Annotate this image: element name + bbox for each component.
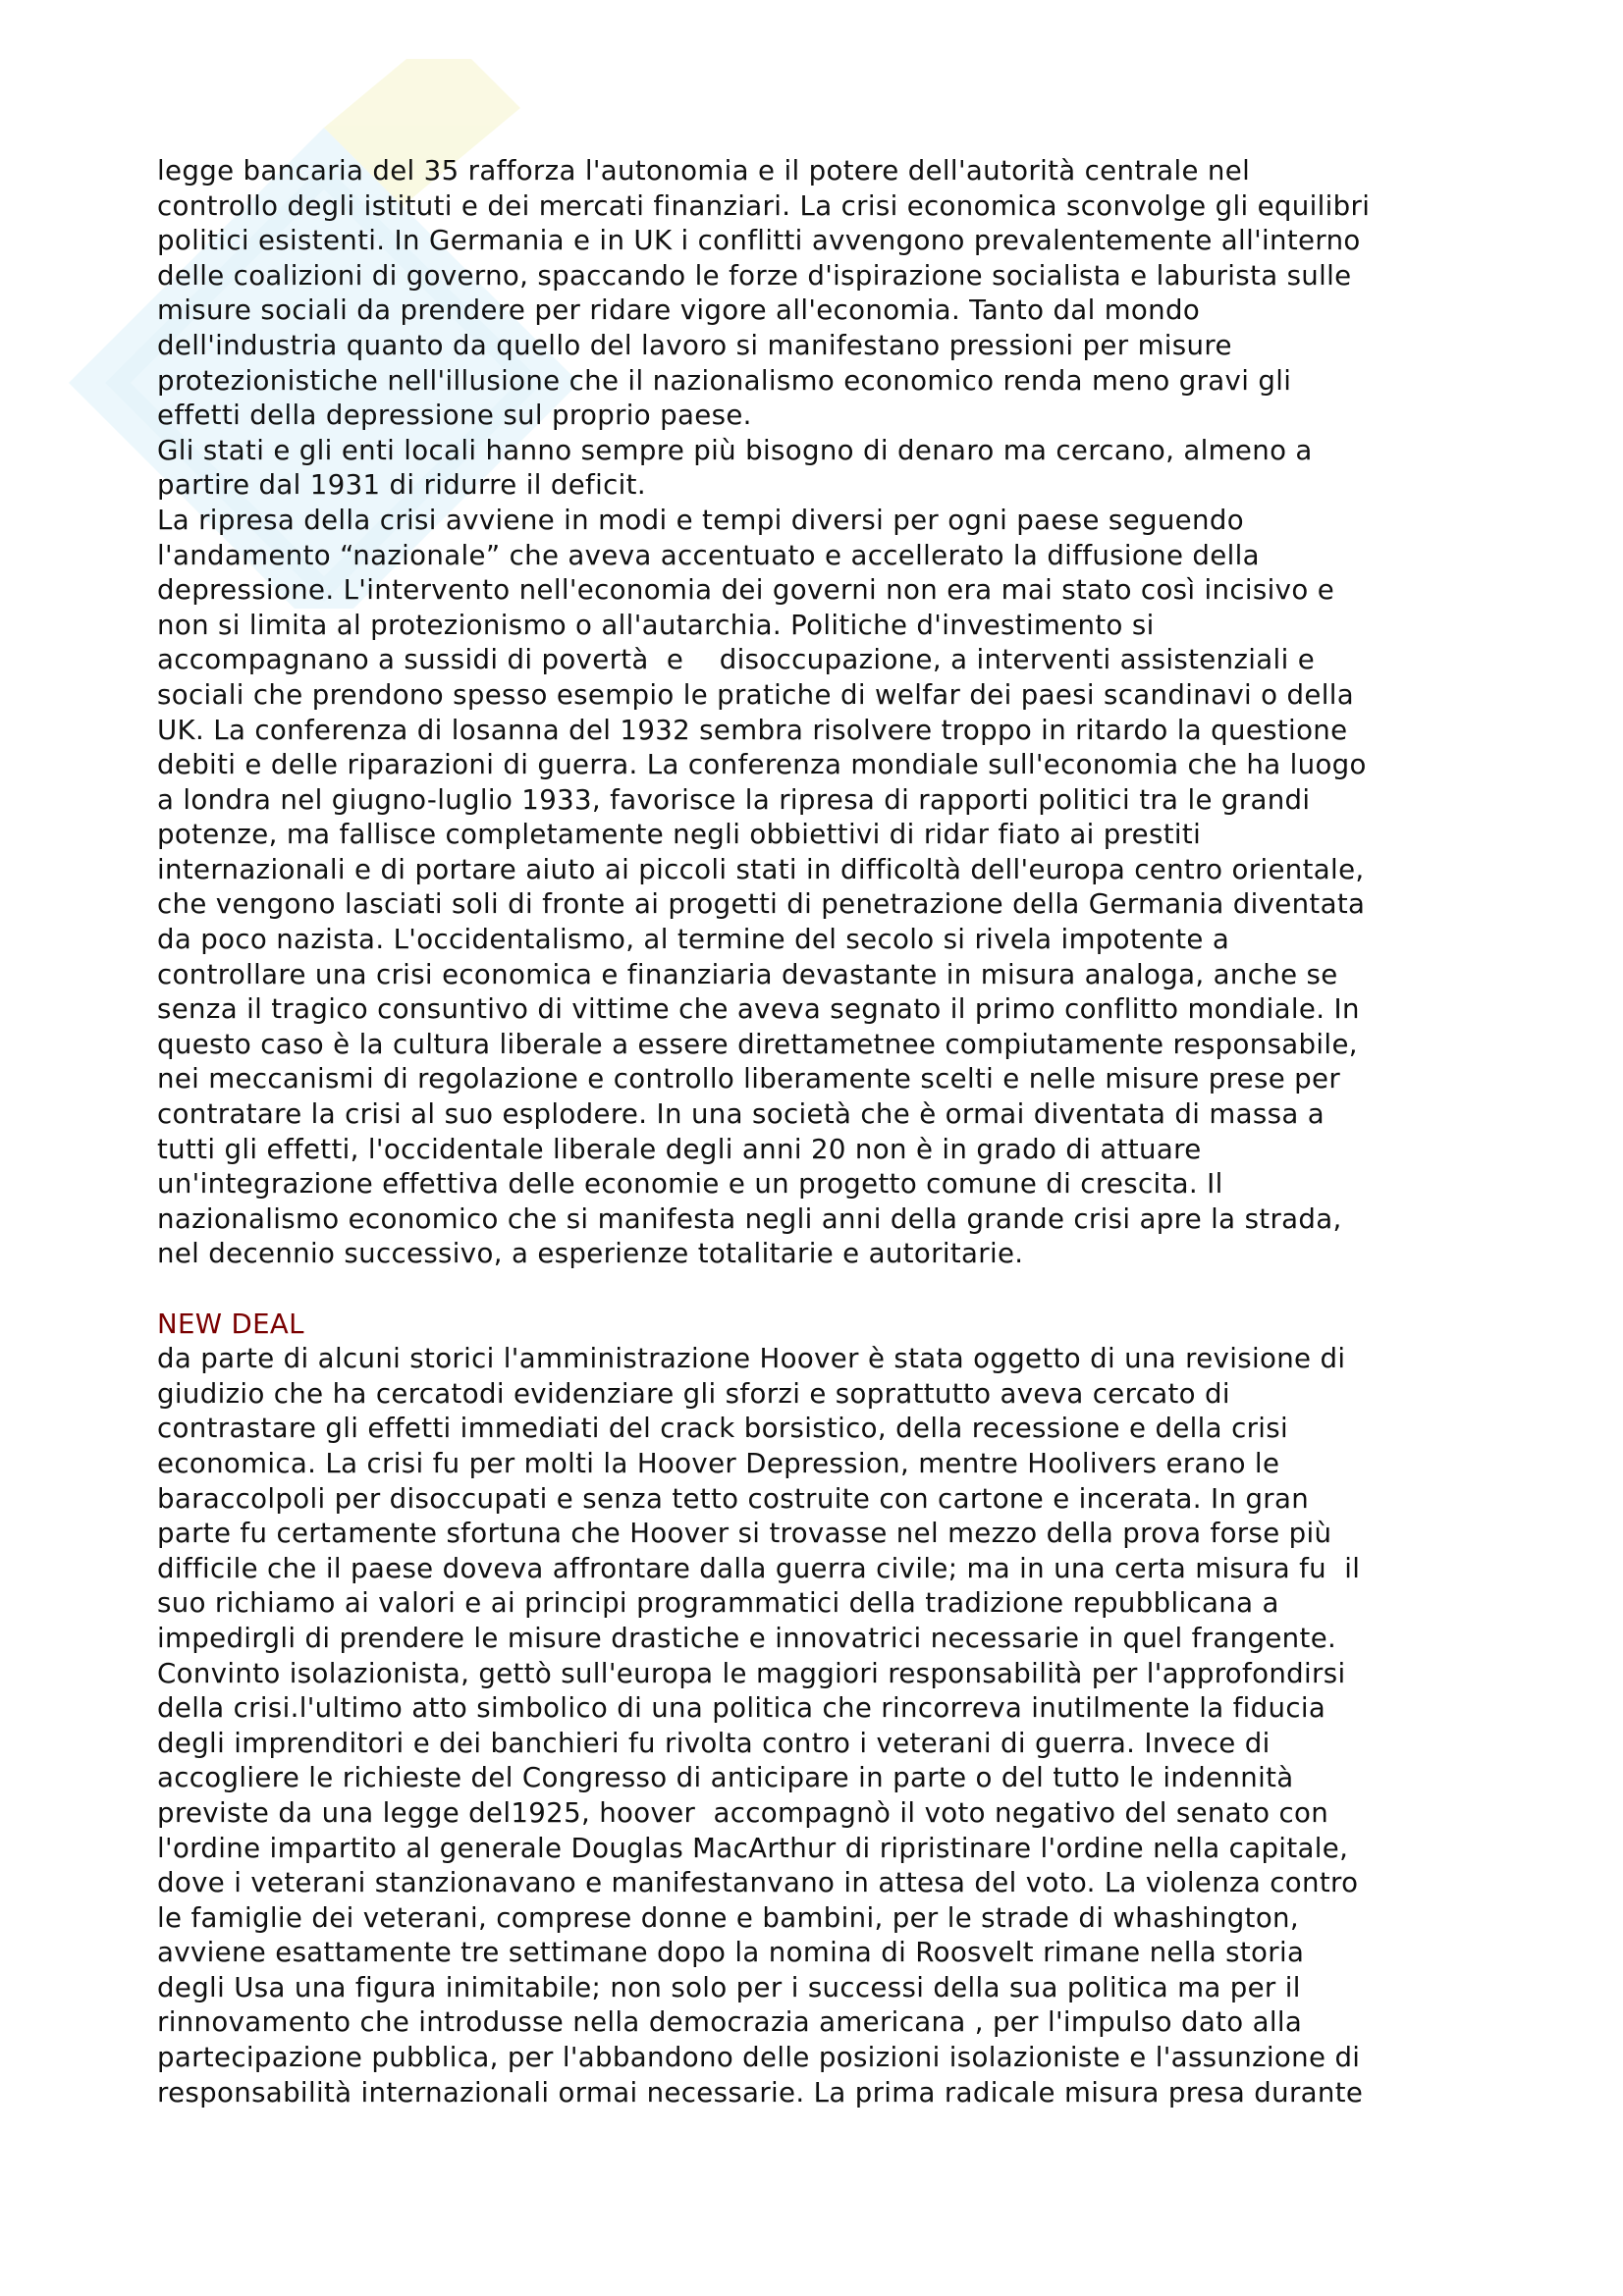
- text-line: degli Usa una figura inimitabile; non solo per i successi della sua politica ma per il: [157, 1970, 1301, 2003]
- text-line: partecipazione pubblica, per l'abbandono delle posizioni isolazioniste e l'assunzione di: [157, 2041, 1361, 2074]
- text-line: nei meccanismi di regolazione e controllo liberamente scelti e nelle misure prese per: [157, 1062, 1341, 1095]
- paragraph-hoover: [157, 1341, 1479, 2109]
- text-line: senza il tragico consuntivo di vittime che aveva segnato il primo conflitto mondiale. In: [157, 992, 1360, 1026]
- text-line: rinnovamento che introdusse nella democrazia americana , per l'impulso dato alla: [157, 2005, 1303, 2039]
- text-line: controllare una crisi economica e finanziaria devastante in misura analoga, anche se: [157, 957, 1338, 990]
- text-line: difficile che il paese doveva affrontare dalla guerra civile; ma in una certa misura fu il: [157, 1551, 1361, 1584]
- text-line: UK. La conferenza di losanna del 1932 sembra risolvere troppo in ritardo la questione: [157, 713, 1348, 746]
- text-line: impedirgli di prendere le misure drastiche e innovatrici necessarie in quel frangente.: [157, 1621, 1337, 1654]
- paragraph-ripresa-crisi: [157, 503, 1479, 1271]
- text-line: contrastare gli effetti immediati del crack borsistico, della recessione e della crisi: [157, 1412, 1289, 1445]
- text-line: da poco nazista. L'occidentalismo, al termine del secolo si rivela impotente a: [157, 923, 1230, 956]
- document-body: [157, 153, 1479, 2109]
- text-line: potenze, ma fallisce completamente negli obbiettivi di ridar fiato ai prestiti: [157, 818, 1202, 851]
- text-line: sociali che prendono spesso esempio le pratiche di welfar dei paesi scandinavi o della: [157, 677, 1355, 711]
- text-line: dell'industria quanto da quello del lavoro si manifestano pressioni per misure: [157, 328, 1232, 361]
- text-line: economica. La crisi fu per molti la Hoover Depression, mentre Hoolivers erano le: [157, 1446, 1280, 1479]
- text-line: internazionali e di portare aiuto ai piccoli stati in difficoltà dell'europa centro orientale,: [157, 852, 1365, 885]
- text-line: un'integrazione effettiva delle economie e un progetto comune di crescita. Il: [157, 1167, 1223, 1201]
- text-line: partire dal 1931 di ridurre il deficit.: [157, 468, 646, 502]
- text-line: misure sociali da prendere per ridare vigore all'economia. Tanto dal mondo: [157, 294, 1201, 327]
- text-line: politici esistenti. In Germania e in UK i conflitti avvengono prevalentemente all'interno: [157, 224, 1361, 257]
- text-line: Gli stati e gli enti locali hanno sempre più bisogno di denaro ma cercano, almeno a: [157, 433, 1313, 466]
- text-line: protezionistiche nell'illusione che il nazionalismo economico renda meno gravi gli: [157, 363, 1292, 397]
- text-line: debiti e delle riparazioni di guerra. La conferenza mondiale sull'economia che ha luogo: [157, 748, 1367, 781]
- text-line: da parte di alcuni storici l'amministrazione Hoover è stata oggetto di una revisione di: [157, 1342, 1346, 1375]
- text-line: che vengono lasciati soli di fronte ai progetti di penetrazione della Germania diventata: [157, 887, 1366, 921]
- text-line: a londra nel giugno-luglio 1933, favorisce la ripresa di rapporti politici tra le grandi: [157, 782, 1311, 816]
- text-line: nazionalismo economico che si manifesta negli anni della grande crisi apre la strada,: [157, 1201, 1342, 1235]
- text-line: contratare la crisi al suo esplodere. In una società che è ormai diventata di massa a: [157, 1097, 1325, 1131]
- text-line: l'ordine impartito al generale Douglas MacArthur di ripristinare l'ordine nella capitale,: [157, 1831, 1349, 1864]
- text-line: questo caso è la cultura liberale a essere direttametnee compiutamente responsabile,: [157, 1027, 1358, 1060]
- text-line: accogliere le richieste del Congresso di anticipare in parte o del tutto le indennità: [157, 1761, 1294, 1794]
- text-line: delle coalizioni di governo, spaccando le forze d'ispirazione socialista e laburista sulle: [157, 258, 1352, 292]
- text-line: le famiglie dei veterani, comprese donne e bambini, per le strade di whashington,: [157, 1900, 1300, 1934]
- text-line: La ripresa della crisi avviene in modi e tempi diversi per ogni paese seguendo: [157, 503, 1244, 536]
- paragraph-legge-bancaria: [157, 153, 1479, 433]
- text-line: nel decennio successivo, a esperienze totalitarie e autoritarie.: [157, 1237, 1024, 1270]
- text-line: accompagnano a sussidi di povertà e disoccupazione, a interventi assistenziali e: [157, 643, 1316, 676]
- text-line: della crisi.l'ultimo atto simbolico di una politica che rincorreva inutilmente la fiducia: [157, 1691, 1326, 1725]
- text-line: non si limita al protezionismo o all'autarchia. Politiche d'investimento si: [157, 608, 1155, 641]
- text-line: degli imprenditori e dei banchieri fu rivolta contro i veterani di guerra. Invece di: [157, 1726, 1271, 1759]
- text-line: previste da una legge del1925, hoover accompagnò il voto negativo del senato con: [157, 1795, 1329, 1829]
- text-line: avviene esattamente tre settimane dopo la nomina di Roosvelt rimane nella storia: [157, 1936, 1305, 1969]
- text-line: parte fu certamente sfortuna che Hoover si trovasse nel mezzo della prova forse più: [157, 1517, 1332, 1550]
- text-line: tutti gli effetti, l'occidentale liberale degli anni 20 non è in grado di attuare: [157, 1132, 1202, 1165]
- text-line: l'andamento “nazionale” che aveva accentuato e accellerato la diffusione della: [157, 538, 1260, 571]
- text-line: baraccolpoli per disoccupati e senza tetto costruite con cartone e incerata. In gran: [157, 1481, 1310, 1515]
- text-line: dove i veterani stanzionavano e manifestanvano in attesa del voto. La violenza contro: [157, 1866, 1359, 1899]
- text-line: Convinto isolazionista, gettò sull'europa le maggiori responsabilità per l'approfondirsi: [157, 1656, 1346, 1689]
- text-line: suo richiamo ai valori e ai principi programmatici della tradizione repubblicana a: [157, 1586, 1279, 1620]
- text-line: depressione. L'intervento nell'economia dei governi non era mai stato così incisivo e: [157, 573, 1335, 607]
- text-line: effetti della depressione sul proprio paese.: [157, 399, 752, 432]
- text-line: controllo degli istituti e dei mercati finanziari. La crisi economica sconvolge gli equilibri: [157, 188, 1371, 222]
- text-line: legge bancaria del 35 rafforza l'autonomia e il potere dell'autorità centrale nel: [157, 154, 1251, 187]
- text-line: giudizio che ha cercatodi evidenziare gli sforzi e soprattutto aveva cercato di: [157, 1376, 1230, 1410]
- text-line: responsabilità internazionali ormai necessarie. La prima radicale misura presa durante: [157, 2075, 1364, 2109]
- paragraph-stati-enti-locali: [157, 433, 1479, 503]
- section-heading-new-deal: NEW DEAL: [157, 1307, 304, 1340]
